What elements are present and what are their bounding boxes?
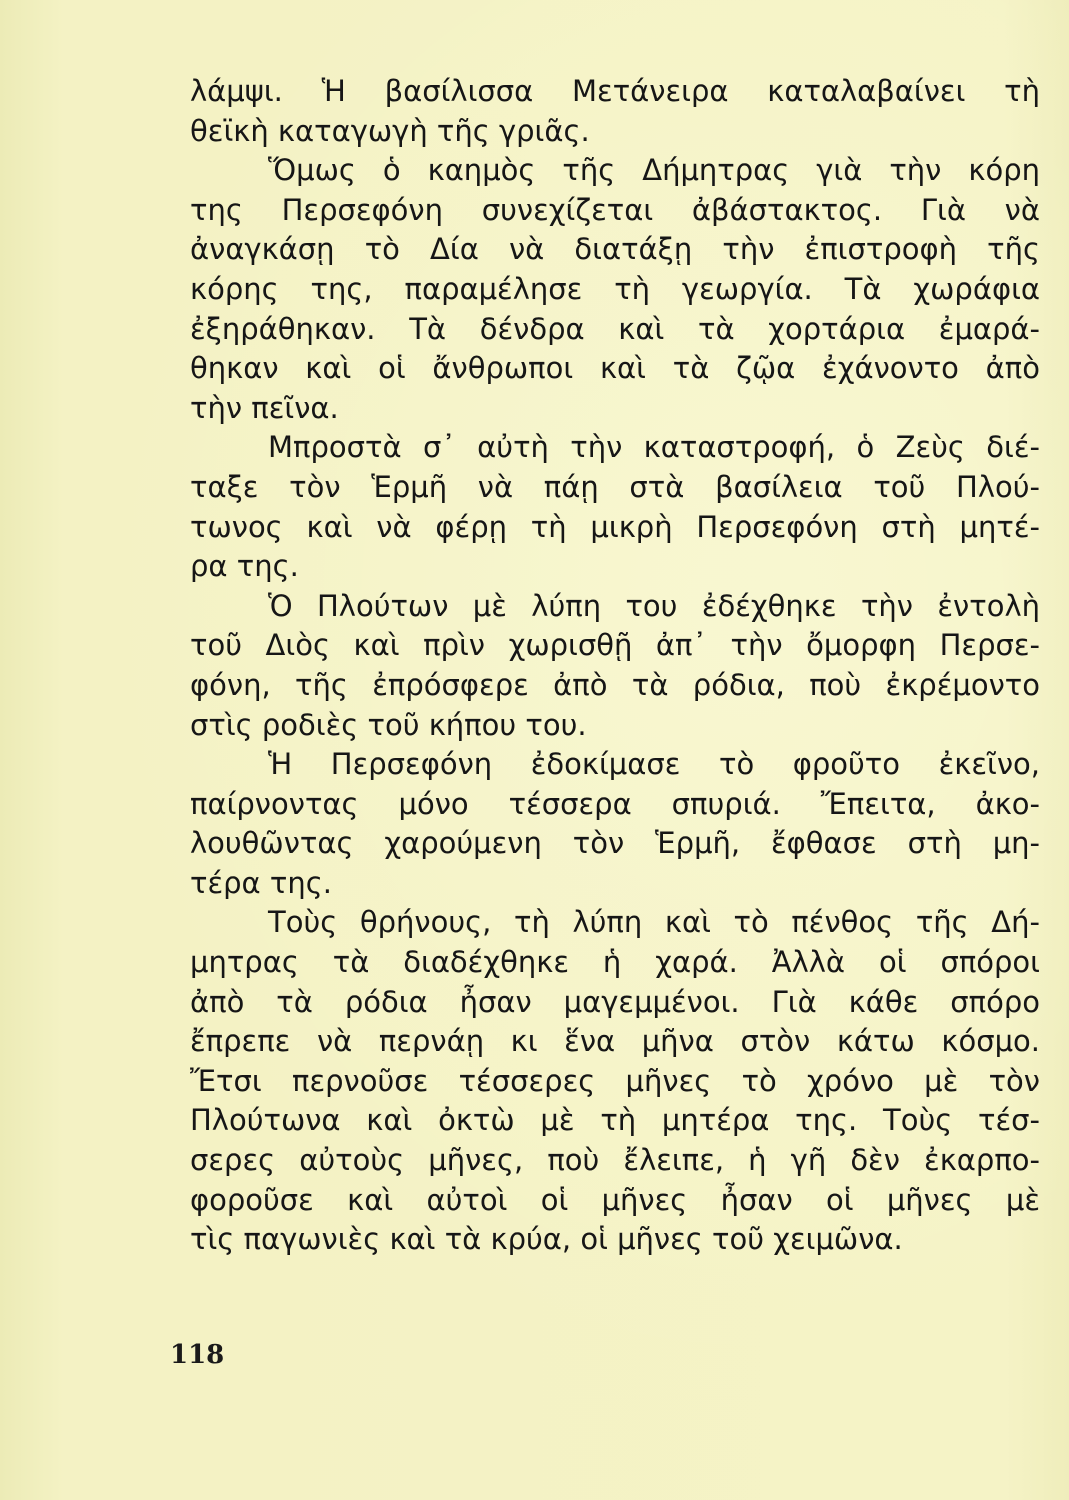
text-line: Ὅμως ὁ καημὸς τῆς Δήμητρας γιὰ τὴν κόρη xyxy=(268,153,1040,188)
text-line: φοροῦσε καὶ αὐτοὶ οἱ μῆνες ἦσαν οἱ μῆνες μὲ xyxy=(190,1182,1040,1217)
text-line: Ἡ Περσεφόνη ἐδοκίμασε τὸ φροῦτο ἐκεῖνο, xyxy=(268,747,1040,782)
text-line: τὴν πεῖνα. xyxy=(190,390,339,425)
text-line: σερες αὐτοὺς μῆνες, ποὺ ἔλειπε, ἡ γῆ δὲν ἐκαρπο- xyxy=(190,1143,1040,1178)
text-line: ρα της. xyxy=(190,549,299,584)
text-line: λάμψι. Ἡ βασίλισσα Μετάνειρα καταλαβαίνει τὴ xyxy=(190,74,1040,108)
page-number: 118 xyxy=(170,1340,225,1370)
text-line: Τοὺς θρήνους, τὴ λύπη καὶ τὸ πένθος τῆς Δή- xyxy=(268,905,1040,940)
text-line: θεϊκὴ καταγωγὴ τῆς γριᾶς. xyxy=(190,113,590,148)
text-line: τοῦ Διὸς καὶ πρὶν χωρισθῇ ἀπ᾿ τὴν ὄμορφη Περσε- xyxy=(190,628,1040,663)
text-line: ἀναγκάσῃ τὸ Δία νὰ διατάξῃ τὴν ἐπιστροφὴ τῆς xyxy=(190,232,1040,267)
text-line: Ὁ Πλούτων μὲ λύπη του ἐδέχθηκε τὴν ἐντολὴ xyxy=(268,588,1040,623)
text-line: φόνη, τῆς ἐπρόσφερε ἀπὸ τὰ ρόδια, ποὺ ἐκρέμοντο xyxy=(190,667,1040,702)
page-body-text xyxy=(190,72,1040,1260)
text-line: παίρνοντας μόνο τέσσερα σπυριά. Ἔπειτα, ἀκο- xyxy=(190,786,1040,821)
text-line: της Περσεφόνη συνεχίζεται ἀβάστακτος. Γιὰ νὰ xyxy=(190,192,1040,227)
text-line: Μπροστὰ σ᾿ αὐτὴ τὴν καταστροφή, ὁ Ζεὺς διέ- xyxy=(268,430,1040,465)
text-line: ἔπρεπε νὰ περνάῃ κι ἕνα μῆνα στὸν κάτω κόσμο. xyxy=(190,1024,1040,1059)
text-line: τωνος καὶ νὰ φέρῃ τὴ μικρὴ Περσεφόνη στὴ μητέ- xyxy=(190,509,1040,544)
text-line: ταξε τὸν Ἑρμῆ νὰ πάῃ στὰ βασίλεια τοῦ Πλού- xyxy=(190,469,1040,504)
text-line: ἐξηράθηκαν. Τὰ δένδρα καὶ τὰ χορτάρια ἐμαρά- xyxy=(190,311,1040,346)
text-line: τέρα της. xyxy=(190,865,332,900)
text-line: λουθῶντας χαρούμενη τὸν Ἑρμῆ, ἔφθασε στὴ μη- xyxy=(190,826,1040,861)
text-line: θηκαν καὶ οἱ ἄνθρωποι καὶ τὰ ζῷα ἐχάνοντο ἀπὸ xyxy=(190,351,1040,386)
text-line: κόρης της, παραμέλησε τὴ γεωργία. Τὰ χωράφια xyxy=(190,271,1040,306)
text-line: Πλούτωνα καὶ ὀκτὼ μὲ τὴ μητέρα της. Τοὺς τέσ- xyxy=(190,1103,1040,1138)
text-line: μητρας τὰ διαδέχθηκε ἡ χαρά. Ἀλλὰ οἱ σπόροι xyxy=(190,945,1040,980)
text-line: Ἔτσι περνοῦσε τέσσερες μῆνες τὸ χρόνο μὲ τὸν xyxy=(190,1063,1040,1098)
text-line: στὶς ροδιὲς τοῦ κήπου του. xyxy=(190,707,587,742)
text-line: τὶς παγωνιὲς καὶ τὰ κρύα, οἱ μῆνες τοῦ χειμῶνα. xyxy=(190,1222,903,1257)
text-line: ἀπὸ τὰ ρόδια ἦσαν μαγεμμένοι. Γιὰ κάθε σπόρο xyxy=(190,984,1040,1019)
